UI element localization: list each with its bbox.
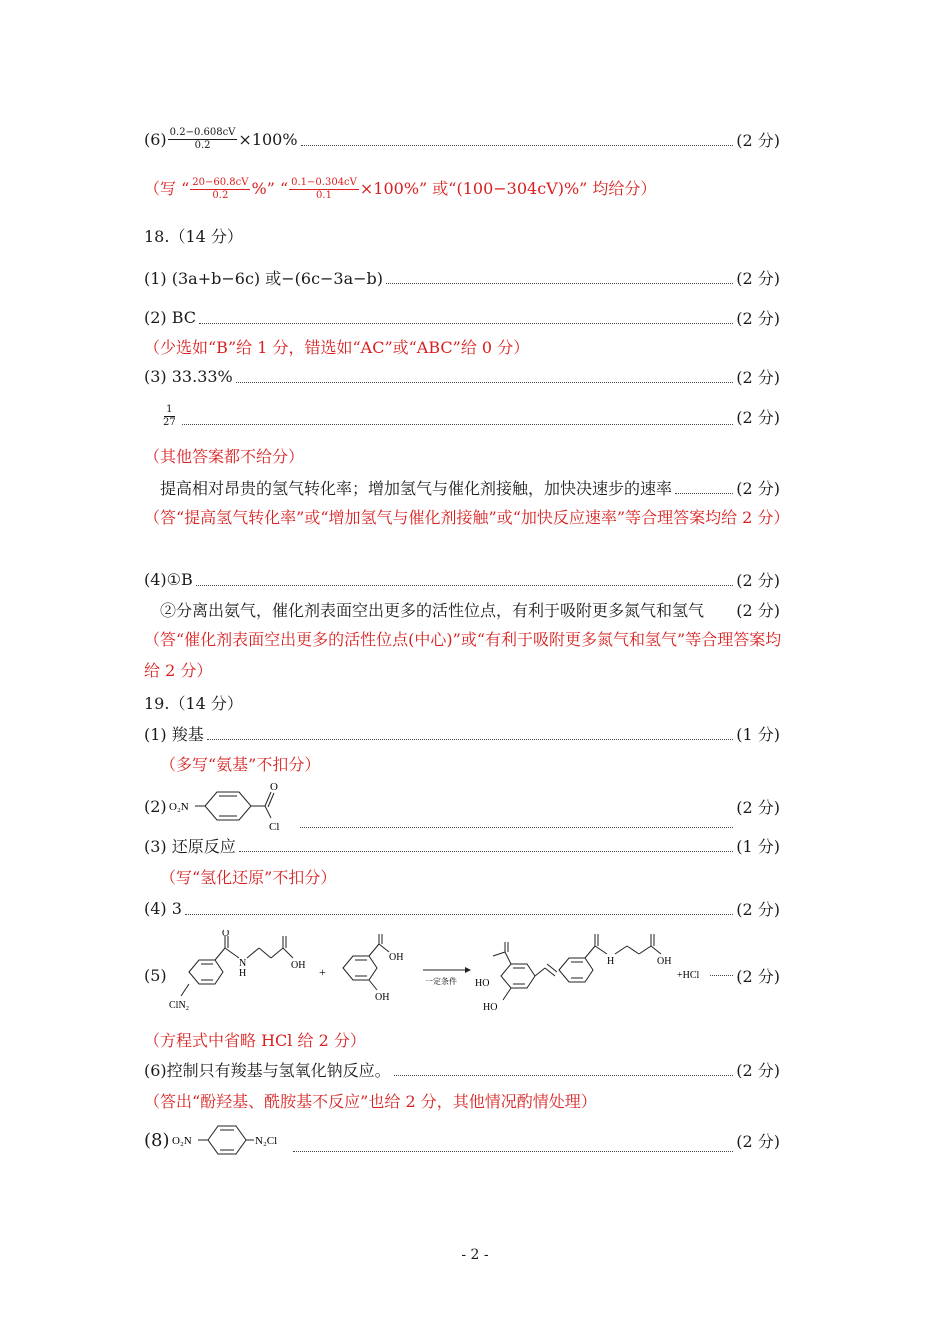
q18-item2: (2) BC [144, 307, 197, 327]
q18-item3c: 提高相对昂贵的氢气转化率；增加氢气与催化剂接触，加快决速步的速率 [160, 478, 673, 498]
q19-item6-line [144, 1056, 780, 1082]
q18-item1-line [144, 264, 780, 290]
q19-item3: (3) 还原反应 [144, 836, 236, 856]
q19-item5: (5) [144, 965, 167, 985]
rxn-hcl-label: +HCl [676, 970, 699, 981]
q19-item4-score: (2 分) [736, 899, 780, 919]
rxn-plus: + [318, 965, 326, 979]
reaction-scheme [167, 930, 707, 1020]
q19-item5-score: (2 分) [736, 966, 780, 986]
leader-dots [394, 1074, 734, 1076]
q19-item1: (1) 羧基 [144, 724, 204, 744]
leader-dots [301, 144, 734, 146]
leader-dots [185, 913, 733, 915]
q19-item2: (2) [144, 796, 167, 816]
q17-item6-fraction: $\frac{0.2-0.608cV}{0.2}$ [169, 126, 236, 151]
q19-item1-line [144, 720, 780, 746]
mol2-no2-label: O₂N [168, 801, 189, 813]
q19-item3-line [144, 832, 780, 858]
rxn-cln2-label: ClN₂ [168, 1000, 189, 1011]
q19-item3-score: (1 分) [736, 836, 780, 856]
rxn-ho-label-1: HO [474, 978, 490, 989]
q19-item1-score: (1 分) [736, 724, 780, 744]
nitrobenzoyl-chloride-structure [167, 778, 297, 834]
leader-dots [300, 826, 734, 828]
q18-item4a-line [144, 566, 780, 592]
rxn-o-label: O [221, 930, 229, 939]
q18-note2: （少选如“B”给 1 分，错选如“AC”或“ABC”给 0 分） [144, 338, 530, 357]
leader-dots [239, 850, 733, 852]
rxn-h-label: H [238, 968, 246, 979]
q19-item4: (4) 3 [144, 898, 182, 918]
leader-dots [199, 322, 733, 324]
q19-item6-score: (2 分) [736, 1060, 780, 1080]
q18-item4a: (4)①B [144, 569, 193, 589]
q19-item8: (8) [144, 1129, 170, 1151]
q18-item3-line [144, 363, 780, 389]
leader-dots [386, 282, 733, 284]
leader-dots [207, 738, 733, 740]
q19-note1: （多写“氨基”不扣分） [160, 755, 321, 774]
leader-dots [293, 1150, 734, 1152]
q18-item3b-fraction: $\frac{1}{27}$ [163, 403, 176, 428]
q19-item4-line [144, 895, 780, 921]
q18-note4: （答“催化剂表面空出更多的活性位点(中心)”或“有利于吸附更多氮气和氢气”等合理答案均给 2 分） [144, 630, 782, 680]
q18-note3: （其他答案都不给分） [144, 447, 305, 466]
q19-item6: (6)控制只有羧基与氢氧化钠反应。 [144, 1060, 391, 1080]
q19-item2-score: (2 分) [736, 797, 780, 817]
rxn-oh-label-4: OH [656, 956, 672, 967]
mol2-cl-label: Cl [268, 821, 280, 833]
q18-item3b-score: (2 分) [736, 407, 780, 427]
q18-item3b-line [160, 401, 780, 431]
q19-note3: （写“氢化还原”不扣分） [160, 868, 337, 887]
q19-item2-line [144, 778, 780, 834]
rxn-condition: 一定条件 [424, 977, 457, 986]
q19-note6: （答出“酚羟基、酰胺基不反应”也给 2 分，其他情况酌情处理） [144, 1092, 597, 1111]
q19-item5-line [144, 930, 780, 1020]
leader-dots [236, 381, 733, 383]
note6-fraction-2: $\frac{0.1-0.304cV}{0.1}$ [291, 177, 357, 201]
mol8-n2cl-label: N₂Cl [254, 1135, 277, 1147]
q19-heading: 19.（14 分） [144, 694, 243, 713]
q17-item6-line [144, 126, 780, 152]
leader-dots [675, 492, 733, 494]
q17-item6-label: (6) [144, 129, 167, 149]
rxn-ho-label-2: HO [482, 1002, 498, 1013]
q19-item8-score: (2 分) [736, 1131, 780, 1151]
q18-item4b-score: (2 分) [736, 600, 780, 620]
mol2-o-label: O [269, 781, 278, 793]
q18-item3c-score: (2 分) [736, 478, 780, 498]
leader-dots [710, 974, 734, 976]
q18-item2-line [144, 304, 780, 330]
q18-item3-score: (2 分) [736, 367, 780, 387]
q18-item1-score: (2 分) [736, 268, 780, 288]
q18-heading: 18.（14 分） [144, 227, 243, 246]
rxn-n-label: N [238, 958, 246, 969]
q18-item4b: ②分离出氨气，催化剂表面空出更多的活性位点，有利于吸附更多氮气和氢气 [160, 600, 705, 620]
q18-item2-score: (2 分) [736, 308, 780, 328]
q18-item1: (1) (3a+b−6c) 或−(6c−3a−b) [144, 268, 384, 288]
q18-item3c-line [160, 474, 780, 500]
q18-note3c: （答“提高氢气转化率”或“增加氢气与催化剂接触”或“加快反应速率”等合理答案均给 2 分） [144, 508, 790, 527]
q17-item6-tail: ×100% [238, 129, 298, 149]
q18-item3: (3) 33.33% [144, 366, 233, 386]
rxn-oh-label-3: OH [374, 992, 390, 1003]
mol8-no2-label: O₂N [171, 1135, 192, 1147]
q19-note5: （方程式中省略 HCl 给 2 分） [144, 1031, 366, 1050]
nitrobenzenediazonium-structure [170, 1122, 290, 1158]
page-number: - 2 - [461, 1247, 489, 1263]
q18-item4b-line [160, 596, 780, 622]
q18-item4a-score: (2 分) [736, 570, 780, 590]
rxn-oh-label-2: OH [388, 952, 404, 963]
q17-note6: （写 “ $\frac{20-60.8cV}{0.2}$ %” “ $\frac{0.1-0.304cV}{0.1}$ ×100%” 或“(100−304cV)%” 均给分） [144, 177, 657, 201]
rxn-oh-label-1: OH [290, 960, 306, 971]
leader-dots [196, 584, 733, 586]
q19-item8-line [144, 1122, 780, 1158]
note6-fraction-1: $\frac{20-60.8cV}{0.2}$ [192, 177, 249, 201]
q17-item6-score: (2 分) [736, 130, 780, 150]
rxn-h-label-2: H [606, 956, 614, 967]
leader-dots [182, 423, 734, 425]
